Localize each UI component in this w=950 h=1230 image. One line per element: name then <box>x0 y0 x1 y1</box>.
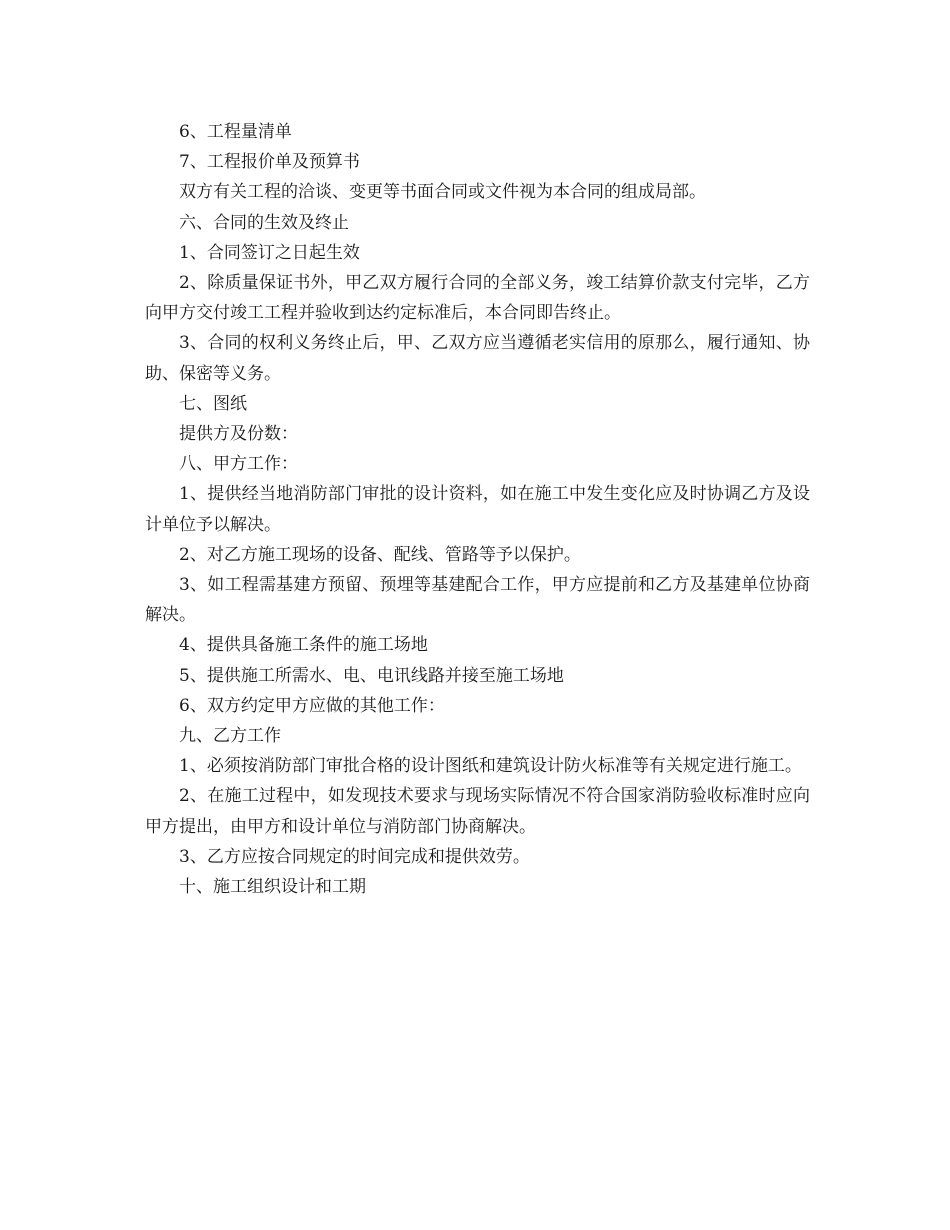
paragraph-party-a-1: 1、提供经当地消防部门审批的设计资料，如在施工中发生变化应及时协调乙方及设计单位予以解决。 <box>145 484 810 535</box>
paragraph-party-a-5: 5、提供施工所需水、电、电讯线路并接至施工场地 <box>179 665 564 686</box>
document-body <box>145 117 810 902</box>
paragraph-composition-note: 双方有关工程的洽谈、变更等书面合同或文件视为本合同的组成局部。 <box>179 182 706 203</box>
paragraph-drawings-provider: 提供方及份数： <box>179 424 298 445</box>
paragraph-effect-1: 1、合同签订之日起生效 <box>179 242 360 263</box>
section-heading-9: 九、乙方工作 <box>179 726 281 747</box>
section-heading-10: 十、施工组织设计和工期 <box>179 877 366 898</box>
paragraph-party-a-6: 6、双方约定甲方应做的其他工作： <box>179 695 445 716</box>
paragraph-party-b-3: 3、乙方应按合同规定的时间完成和提供效劳。 <box>179 846 530 867</box>
paragraph-effect-3: 3、合同的权利义务终止后，甲、乙双方应当遵循老实信用的原那么，履行通知、协助、保密等义务。 <box>145 333 810 384</box>
paragraph-party-b-2: 2、在施工过程中，如发现技术要求与现场实际情况不符合国家消防验收标准时应向甲方提出，由甲方和设计单位与消防部门协商解决。 <box>145 786 810 837</box>
paragraph-party-a-3: 3、如工程需基建方预留、预埋等基建配合工作，甲方应提前和乙方及基建单位协商解决。 <box>145 575 810 626</box>
paragraph-party-a-4: 4、提供具备施工条件的施工场地 <box>179 635 428 656</box>
paragraph-party-b-1: 1、必须按消防部门审批合格的设计图纸和建筑设计防火标准等有关规定进行施工。 <box>179 756 802 777</box>
section-heading-8: 八、甲方工作： <box>179 454 298 475</box>
paragraph-party-a-2: 2、对乙方施工现场的设备、配线、管路等予以保护。 <box>179 544 581 565</box>
section-heading-7: 七、图纸 <box>179 393 247 414</box>
section-heading-6: 六、合同的生效及终止 <box>179 212 349 233</box>
paragraph-item-7: 7、工程报价单及预算书 <box>179 152 360 173</box>
paragraph-effect-2: 2、除质量保证书外，甲乙双方履行合同的全部义务，竣工结算价款支付完毕，乙方向甲方交付竣工工程并验收到达约定标准后，本合同即告终止。 <box>145 273 810 324</box>
paragraph-item-6: 6、工程量清单 <box>179 122 292 142</box>
